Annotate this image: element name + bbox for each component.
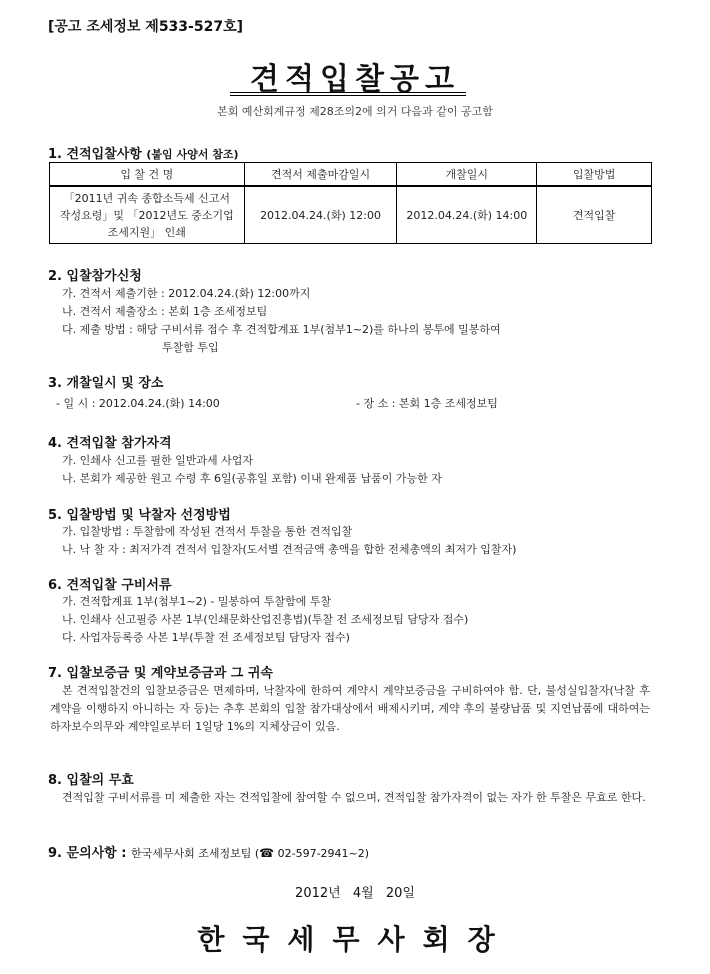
bid-opening: 2012.04.24.(화) 14:00 [397,186,537,244]
phone-icon: ☎ [259,846,275,860]
section-5-line: 나. 낙 찰 자 : 최저가격 견적서 입찰자(도서별 견적금액 총액을 합한 전체총액의 최저가 입찰자) [62,543,517,556]
opening-date: - 일 시 : 2012.04.24.(화) 14:00 [56,397,220,410]
section-2-line: 투찰함 투입 [162,341,219,354]
section-7-text: 본 견적입찰건의 입찰보증금은 면제하며, 낙찰자에 한하여 계약시 계약보증금을 구비하여야 함. 단, 불성실입찰자(낙찰 후 계약을 이행하지 아니하는 자 등)는 추후 본회의 입찰 참가대상에서 배제시키며, 계약 후의 불량납품 및 지연납품에 대하여는 하자보수의무와 계약일로부터 1일당 1%의 지체상금이 있음. [50,684,650,733]
section-4-line: 가. 인쇄사 신고를 필한 일반과세 사업자 [62,454,253,467]
section-2-line: 나. 견적서 제출장소 : 본회 1층 조세정보팀 [62,305,268,318]
section-1-heading [48,143,239,162]
section-2-heading: 2. 입찰참가신청 [48,269,142,284]
date-year: 2012년 [295,886,341,901]
bid-deadline: 2012.04.24.(화) 12:00 [244,186,397,244]
organization-name: 한국세무사회장 [197,923,513,956]
section-9 [48,842,369,861]
section-3-heading: 3. 개찰일시 및 장소 [48,376,164,391]
section-5-line: 가. 입찰방법 : 투찰함에 작성된 견적서 투찰을 통한 견적입찰 [62,525,353,538]
section-6-line: 나. 인쇄사 신고필증 사본 1부(인쇄문화산업진흥법)(투찰 전 조세정보팀 담당자 접수) [62,613,469,626]
notice-date [0,882,710,901]
contact-info [131,847,369,860]
section-8-text: 견적입찰 구비서류를 미 제출한 자는 견적입찰에 참여할 수 없으며, 견적입찰 참가자격이 없는 자가 한 투찰은 무효로 한다. [62,791,646,804]
bid-item-name [50,186,245,244]
section-6-line: 다. 사업자등록증 사본 1부(투찰 전 조세정보팀 담당자 접수) [62,631,350,644]
column-header-deadline: 견적서 제출마감일시 [244,163,397,187]
date-month: 4월 [352,886,374,901]
contact-team: 한국세무사회 조세정보팀 ( [131,847,260,860]
bid-item-name-line: 작성요령」및 「2012년도 중소기업 [59,208,234,222]
title-double-underline [230,95,466,96]
table-row [50,186,652,244]
section-4-heading: 4. 견적입찰 참가자격 [48,436,172,451]
title-underline [230,92,466,93]
contact-phone: 02-597-2941~2) [274,847,370,860]
bid-item-name-line: 조세지원」 인쇄 [107,225,186,239]
bid-table [49,162,652,244]
column-header-method: 입찰방법 [537,163,652,187]
section-1-title: 1. 견적입찰사항 [48,147,142,162]
section-8-heading: 8. 입찰의 무효 [48,773,134,788]
page-title: 견적입찰공고 [250,62,460,97]
section-2-line: 다. 제출 방법 : 해당 구비서류 접수 후 견적합계표 1부(첨부1~2)를 하나의 봉투에 밀봉하여 [62,323,501,336]
section-5-heading: 5. 입찰방법 및 낙찰자 선정방법 [48,508,231,523]
date-day: 20일 [385,886,415,901]
bid-method: 견적입찰 [537,186,652,244]
section-6-line: 가. 견적합계표 1부(첨부1~2) - 밀봉하여 투찰함에 투찰 [62,595,332,608]
subtitle: 본회 예산회계규정 제28조의2에 의거 다음과 같이 공고함 [217,105,493,118]
column-header-opening: 개찰일시 [397,163,537,187]
section-2-line: 가. 견적서 제출기한 : 2012.04.24.(화) 12:00까지 [62,287,311,300]
opening-place: - 장 소 : 본회 1층 조세정보팀 [356,397,498,410]
notice-number: [공고 조세정보 제533-527호] [48,19,243,35]
section-6-heading: 6. 견적입찰 구비서류 [48,578,172,593]
bid-table-header-row [50,163,652,187]
section-7-heading: 7. 입찰보증금 및 계약보증금과 그 귀속 [48,666,273,681]
bid-item-name-line: 「2011년 귀속 종합소득세 신고서 [63,191,230,205]
section-1-note: (붙임 사양서 참조) [146,148,239,161]
section-9-heading: 9. 문의사항 : [48,846,127,861]
column-header-name: 입 찰 건 명 [50,163,245,187]
section-4-line: 나. 본회가 제공한 원고 수령 후 6일(공휴일 포함) 이내 완제품 납품이 가능한 자 [62,472,442,485]
